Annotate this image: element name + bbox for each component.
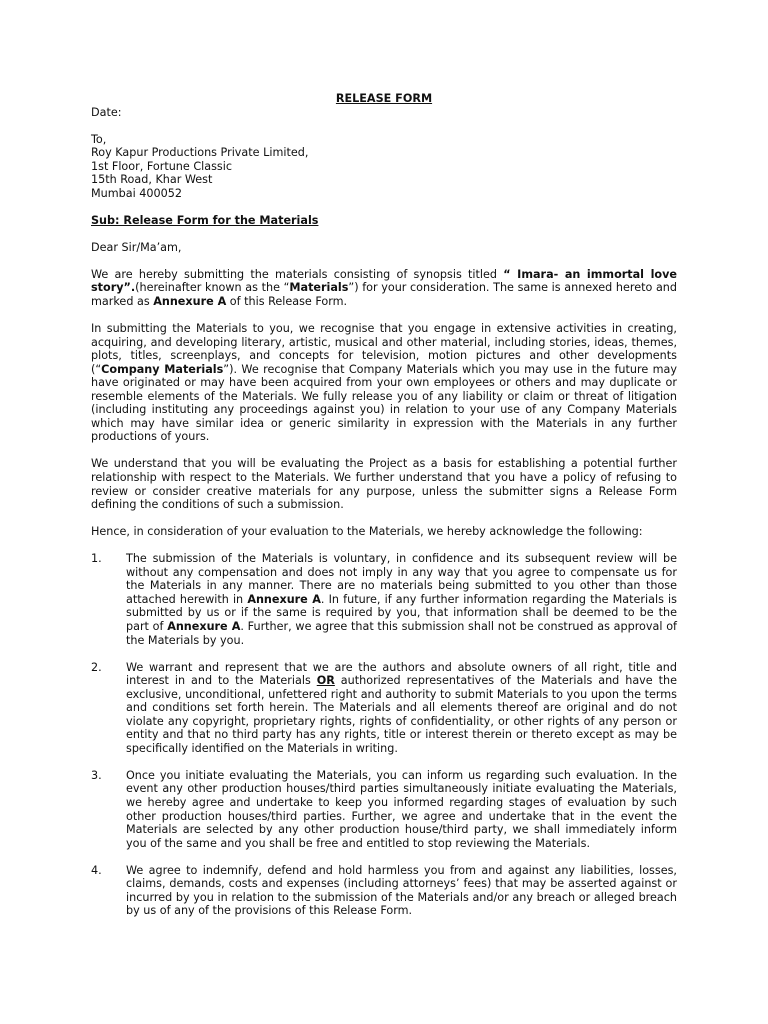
defined-term: Materials <box>289 281 349 295</box>
text-run: authorized representatives of the Materials and have the exclusive, unconditional, unfettered right and authority to submit Materials to you upon the terms and conditions set forth herein. The Materials and all elements thereof are original and do not violate any copyright, proprietary rights, rights of confidentiality, or other rights of any person or entity and that no third party has any rights, title or interest therein or thereto except as may be specifically identified on the Materials in writing. <box>126 674 677 755</box>
spacer <box>91 119 677 133</box>
annexure-reference: Annexure A <box>153 295 227 309</box>
spacer <box>91 647 677 661</box>
text-run: ”). We recognise that Company Materials which you may use in the future may have originated or may have been acquired from your own employees or others and may duplicate or resemble elements of the Materials. We fully release you of any liability or claim or threat of litigation (including instituting any proceedings against you) in relation to your use of any Company Materials which may have similar idea or generic similarity in expression with the Materials in any further productions of yours. <box>91 362 677 444</box>
company-materials-paragraph <box>91 322 677 444</box>
acknowledgement-paragraph: Hence, in consideration of your evaluation to the Materials, we hereby acknowledge the following: <box>91 525 643 539</box>
synopsis-title: “ Imara- an immortal love story”. <box>91 267 677 295</box>
clause-item <box>91 769 677 850</box>
text-run: The submission of the Materials is voluntary, in confidence and its subsequent review will be without any compensation and does not imply in any way that you agree to compensate us for the Materials in any manner. There are no materials being submitted to you other than those attached herewith in <box>126 552 677 606</box>
spacer <box>91 755 677 769</box>
spacer <box>91 200 677 214</box>
annexure-reference: Annexure A <box>247 592 321 606</box>
text-run: . Further, we agree that this submission shall not be construed as approval of the Materials by you. <box>126 619 677 647</box>
clause-number: 4. <box>91 863 102 877</box>
clause-item <box>91 864 677 918</box>
address-line-4: Mumbai 400052 <box>91 186 182 200</box>
spacer <box>91 850 677 864</box>
clause-text <box>126 552 677 647</box>
annexure-reference: Annexure A <box>167 619 241 633</box>
clause-number: 3. <box>91 768 102 782</box>
spacer <box>91 512 677 526</box>
address-block <box>91 133 677 201</box>
spacer <box>91 227 677 241</box>
text-run: ”) for your consideration. The same is annexed hereto and marked as <box>91 281 677 309</box>
document-title: RELEASE FORM <box>335 92 433 105</box>
clause-item <box>91 552 677 647</box>
text-run: (hereinafter known as the “ <box>135 281 290 295</box>
spacer <box>91 254 677 268</box>
clause-item <box>91 661 677 756</box>
subject-line: Sub: Release Form for the Materials <box>91 213 319 227</box>
clause-text: Once you initiate evaluating the Materials, you can inform us regarding such evaluation. In the event any other production houses/third parties simultaneously initiate evaluating the Materials, we hereby agree and undertake to keep you informed regarding stages of evaluation by such other production houses/third parties. Further, we agree and undertake that in the event the Materials are selected by any other production house/third party, we shall immediately inform you of the same and you shall be free and entitled to stop reviewing the Materials. <box>126 768 677 850</box>
clause-text: We agree to indemnify, defend and hold harmless you from and against any liabilities, losses, claims, demands, costs and expenses (including attorneys’ fees) that may be asserted against or incurred by you in relation to the submission of the Materials and/or any breach or alleged breach by us of any of the provisions of this Release Form. <box>126 863 677 918</box>
address-line-2: 1st Floor, Fortune Classic <box>91 159 233 173</box>
intro-paragraph <box>91 268 677 309</box>
text-run: We warrant and represent that we are the authors and absolute owners of all right, title and interest in and to the Materials <box>126 660 677 688</box>
spacer <box>91 539 677 553</box>
date-label: Date: <box>91 105 122 119</box>
defined-term: Company Materials <box>101 362 224 376</box>
emphasis-or: OR <box>316 674 335 688</box>
text-run: of this Release Form. <box>226 295 348 309</box>
address-line-3: 15th Road, Khar West <box>91 173 213 187</box>
clause-number: 2. <box>91 660 102 674</box>
text-run: In submitting the Materials to you, we recognise that you engage in extensive activities in creating, acquiring, and developing literary, artistic, musical and other material, including stories, ideas, themes, plots, titles, screenplays, and concepts for television, motion pictures and other developments (“ <box>91 322 677 376</box>
spacer <box>91 309 677 323</box>
evaluation-paragraph: We understand that you will be evaluating the Project as a basis for establishing a potential further relationship with respect to the Materials. We further understand that you have a policy of refusing to review or consider creative materials for any purpose, unless the submitter signs a Release Form defining the conditions of such a submission. <box>91 457 677 512</box>
clause-text <box>126 661 677 756</box>
document-page <box>91 92 677 918</box>
address-line-1: Roy Kapur Productions Private Limited, <box>91 146 309 160</box>
address-to: To, <box>91 132 107 146</box>
text-run: We are hereby submitting the materials consisting of synopsis titled <box>91 267 504 281</box>
clause-number: 1. <box>91 552 102 566</box>
salutation: Dear Sir/Ma’am, <box>91 240 182 254</box>
text-run: . In future, if any further information regarding the Materials is submitted by us or if the same is required by you, that information shall be deemed to be the part of <box>126 592 677 633</box>
spacer <box>91 444 677 458</box>
